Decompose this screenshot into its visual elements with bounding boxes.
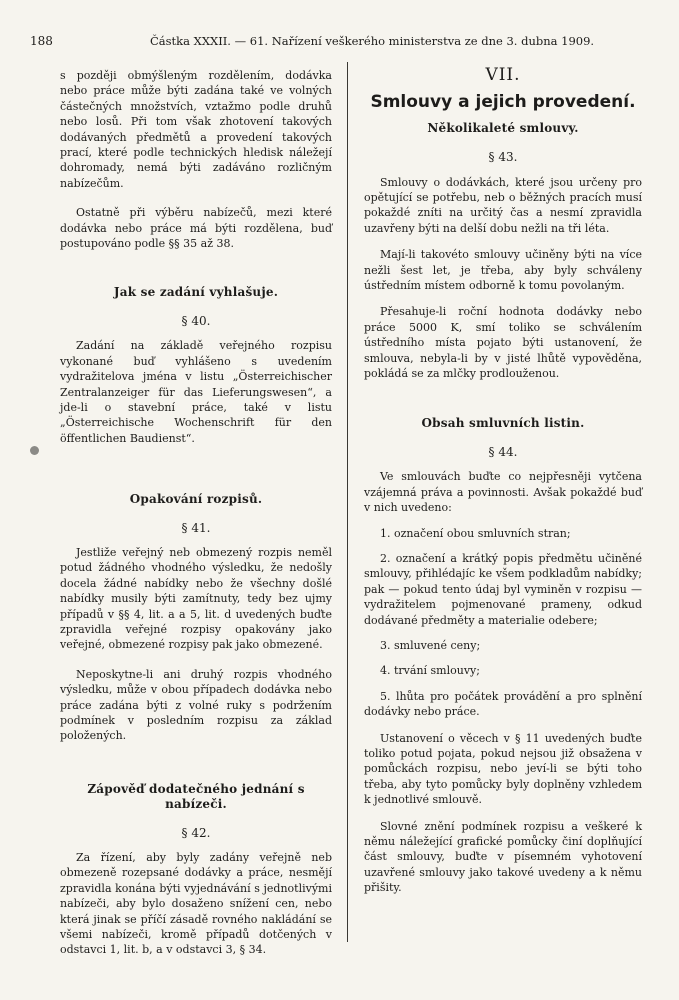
paragraph: Jestliže veřejný neb obmezený rozpis neměl potud žádného vhodného výsledku, že nedošly docela žádné nabídky nebo že všechny došlé nabídky musily býti zamítnuty, tedy bez ujmy případů v §§ 4, lit. a a 5, lit. d uvedených buďte zpravidla veřejné rozpisy opakovány jako veřejné, obmezené rozpisy pak jako obmezené. <box>60 545 332 652</box>
paragraph: Za řízení, aby byly zadány veřejně neb obmezeně rozepsané dodávky a práce, nesmějí zpravidla konána býti vyjednávání s jednotlivými nabízeči, aby bylo dosaženo snížení cen, nebo která jinak se příčí zásadě rovného nakládání se všemi nabízeči, kromě případů dotčených v odstavci 1, lit. b, a v odstavci 3, § 34. <box>60 851 332 957</box>
right-column <box>364 65 642 896</box>
paragraph: Přesahuje-li roční hodnota dodávky nebo práce 5000 K, smí toliko se schválením ústředního místa pojato býti ustanovení, že smlouva, nebyla-li by v jisté lhůtě vypověděna, pokládá se za mlčky prodlouženou. <box>364 305 642 381</box>
chapter-number: VII. <box>485 65 521 85</box>
heading-vyhlasuje: Jak se zadání vyhlašuje. <box>113 285 279 300</box>
paragraph: Smlouvy o dodávkách, které jsou určeny pro opětující se potřebu, neb o běžných pracích musí pokaždé zníti na určitý čas a nesmí zpravidla uzavřeny býti na delší dobu nežli na tři léta. <box>364 175 642 235</box>
running-title: Částka XXXII. — 61. Nařízení veškerého ministerstva ze dne 3. dubna 1909. <box>150 34 595 48</box>
heading-zapoved: Zápověď dodatečného jednání s nabízeči. <box>87 781 305 812</box>
section-40: § 40. <box>181 313 211 328</box>
heading-opakovani: Opakování rozpisů. <box>129 492 263 507</box>
page-number: 188 <box>30 34 53 48</box>
page-header <box>30 34 650 52</box>
paragraph: s později obmýšleným rozdělením, dodávka nebo práce může býti zadána také ve volných částečných množstvích, vztažmo podle druhů nebo losů. Při tom však zhotovení takových dodávaných předmětů a provedení takových prací, které podle technických hledisk náležejí dohromady, nemá býti zadáváno rozličným nabízečům. <box>60 69 332 190</box>
list-item: 3. smluvené ceny; <box>380 638 481 652</box>
list-item: 5. lhůta pro počátek provádění a pro splnění dodávky nebo práce. <box>364 689 642 719</box>
paragraph: Mají-li takovéto smlouvy učiněny býti na více nežli šest let, je třeba, aby byly schváleny ústředním místem odborně k tomu povolaným. <box>364 248 642 293</box>
section-42: § 42. <box>181 825 211 840</box>
list-item: 1. označení obou smluvních stran; <box>380 526 571 540</box>
list-item: 4. trvání smlouvy; <box>380 664 480 678</box>
section-44: § 44. <box>488 444 518 459</box>
paragraph: Ustanovení o věcech v § 11 uvedených buďte toliko potud pojata, pokud nejsou již obsažena v pomůckách rozpisu, nebo jeví-li se býti toho třeba, aby tyto pomůcky byly doplněny vzhledem k jednotlivé smlouvě. <box>364 731 642 807</box>
section-41: § 41. <box>181 520 211 535</box>
paragraph: Ostatně při výběru nabízečů, mezi které dodávka nebo práce má býti rozdělena, buď postupováno podle §§ 35 až 38. <box>60 206 332 251</box>
left-column <box>60 68 332 958</box>
chapter-title: Smlouvy a jejich provedení. <box>370 92 636 113</box>
paragraph: Ve smlouvách buďte co nejpřesněji vytčena vzájemná práva a povinnosti. Avšak pokaždé buď v nich uvedeno: <box>364 470 642 515</box>
paragraph: Zadání na základě veřejného rozpisu vykonané buď vyhlášeno s uvedením vydražitelova jména v listu „Österreichischer Zentralanzeiger für das Lieferungswesen“, a jde-li o stavební práce, také v listu „Österreichische Wochenschrift für den öffentlichen Baudienst“. <box>60 339 332 445</box>
heading-nekolikalete: Několikaleté smlouvy. <box>427 120 579 135</box>
ink-speck <box>30 446 39 455</box>
list-item: 2. označení a krátký popis předmětu učiněné smlouvy, přihlédajíc ke všem podkladům nabídky; pak — pokud tento údaj byl vyminěn v rozpisu — vydražitelem pojmenované prameny, odkud dodávané předměty a materialie odebere; <box>364 551 642 627</box>
paragraph: Neposkytne-li ani druhý rozpis vhodného výsledku, může v obou případech dodávka nebo práce zadána býti z volné ruky s podržením podmínek v posledním rozpisu za základ položených. <box>60 667 332 743</box>
section-43: § 43. <box>488 150 518 165</box>
paragraph: Slovné znění podmínek rozpisu a veškeré k němu náležející grafické pomůcky činí doplňující část smlouvy, buďte v písemném vyhotovení uzavřené smlouvy jako takové uvedeny a k němu přišity. <box>364 819 642 895</box>
heading-obsah: Obsah smluvních listin. <box>421 415 585 430</box>
column-divider <box>347 62 348 942</box>
